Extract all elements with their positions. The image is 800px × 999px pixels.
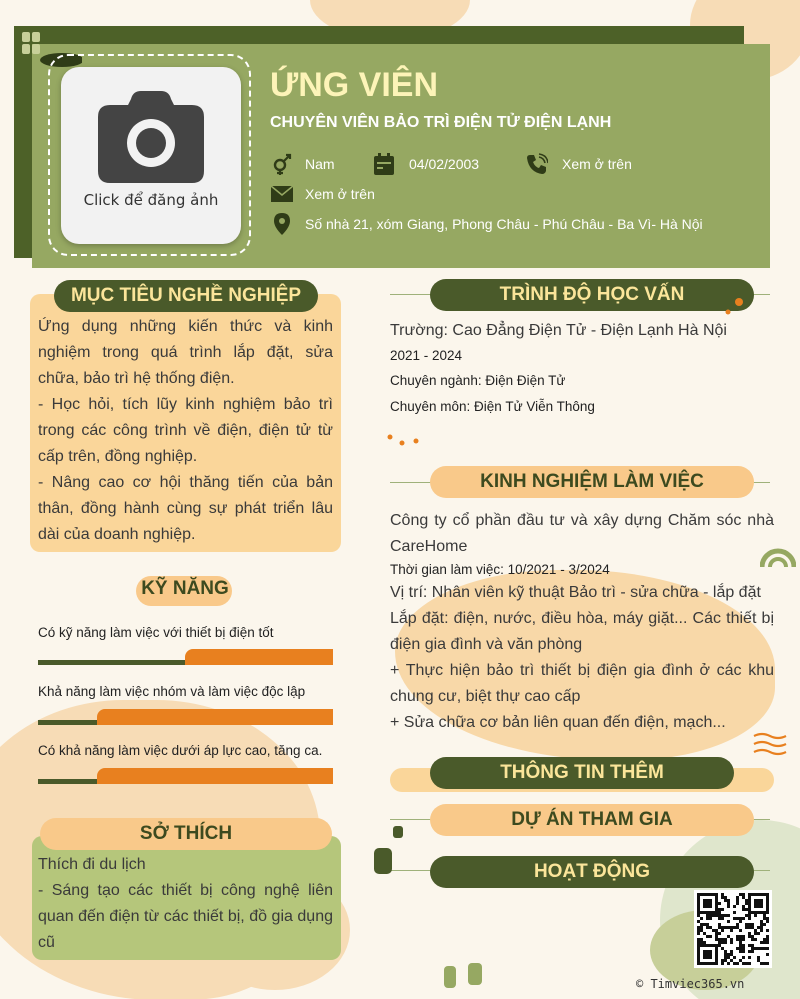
activities-title: HOẠT ĐỘNG xyxy=(430,856,754,888)
calendar-icon xyxy=(373,153,395,175)
qr-code[interactable] xyxy=(694,890,772,968)
birthday-value: 04/02/2003 xyxy=(409,156,480,172)
photo-upload[interactable] xyxy=(61,67,241,244)
more-info-title: THÔNG TIN THÊM xyxy=(430,757,734,789)
qr-icon xyxy=(697,893,769,965)
email-icon xyxy=(271,183,293,205)
photo-caption: Click để đăng ảnh xyxy=(83,191,219,209)
skills-title: KỸ NĂNG xyxy=(141,578,229,599)
hobby-line: - Sáng tạo các thiết bị công nghệ liên quan đến điện từ các thiết bị, đồ gia dụng cũ xyxy=(38,882,333,951)
education-title: TRÌNH ĐỘ HỌC VẤN xyxy=(430,279,754,311)
watermark: © Timviec365.vn xyxy=(636,977,745,991)
skill-label: Khả năng làm việc nhóm và làm việc độc lập xyxy=(38,684,306,699)
education-school: Trường: Cao Đẳng Điện Tử - Điện Lạnh Hà Nội xyxy=(390,322,727,339)
skill-label: Có kỹ năng làm việc với thiết bị điện tốt xyxy=(38,625,274,640)
leaf-decor xyxy=(393,826,403,838)
dots-decor xyxy=(386,432,426,448)
hobbies-text xyxy=(38,852,333,956)
hobby-line: Thích đi du lịch xyxy=(38,856,146,873)
objective-line: Ứng dụng những kiến thức và kinh nghiệm trong quá trình lắp đặt, sửa chữa, bảo trì hệ thống điện. xyxy=(38,318,333,387)
leaf-decor xyxy=(444,966,456,988)
address-value: Số nhà 21, xóm Giang, Phong Châu - Phú Châu - Ba Vì- Hà Nội xyxy=(305,216,703,232)
experience-line: Lắp đặt: điện, nước, điều hòa, máy giặt... Các thiết bị điện gia đình và văn phòng xyxy=(390,610,774,653)
wave-decor xyxy=(752,732,788,756)
job-title: CHUYÊN VIÊN BẢO TRÌ ĐIỆN TỬ ĐIỆN LẠNH xyxy=(270,114,612,131)
leaf-decor xyxy=(374,848,392,874)
objective-title: MỤC TIÊU NGHỀ NGHIỆP xyxy=(54,280,318,312)
objective-line: - Nâng cao cơ hội thăng tiến của bản thân, đồng hành cùng sự phát triển lâu dài của doanh nghiệp. xyxy=(38,474,333,543)
dots-decor xyxy=(722,296,752,316)
skill-label: Có khả năng làm việc dưới áp lực cao, tăng ca. xyxy=(38,743,323,758)
gender-value: Nam xyxy=(305,156,335,172)
experience-details xyxy=(390,580,774,736)
candidate-name: ỨNG VIÊN xyxy=(270,66,439,104)
objective-line: - Học hỏi, tích lũy kinh nghiệm bảo trì trong các công trình về điện, điện tử từ cấp trên, đồng nghiệp. xyxy=(38,396,333,465)
education-specialty: Chuyên môn: Điện Tử Viễn Thông xyxy=(390,399,595,414)
education-major: Chuyên ngành: Điện Điện Tử xyxy=(390,373,566,388)
gender-icon xyxy=(271,153,293,175)
experience-period: Thời gian làm việc: 10/2021 - 3/2024 xyxy=(390,562,610,577)
phone-value: Xem ở trên xyxy=(562,156,632,172)
experience-company: Công ty cổ phần đầu tư và xây dựng Chăm sóc nhà CareHome xyxy=(390,512,774,555)
experience-title: KINH NGHIỆM LÀM VIỆC xyxy=(430,466,754,498)
skill-bar-fill xyxy=(97,768,333,784)
skill-bar-fill xyxy=(185,649,333,665)
leaf-decor xyxy=(468,963,482,985)
experience-line: + Sửa chữa cơ bản liên quan đến điện, mạch... xyxy=(390,714,726,731)
skill-bar-fill xyxy=(97,709,333,725)
email-value: Xem ở trên xyxy=(305,186,375,202)
camera-icon xyxy=(96,91,206,183)
phone-icon xyxy=(526,153,548,175)
hobbies-title: SỞ THÍCH xyxy=(40,818,332,850)
education-years: 2021 - 2024 xyxy=(390,348,463,363)
projects-title: DỰ ÁN THAM GIA xyxy=(430,804,754,836)
location-icon xyxy=(271,213,293,235)
experience-line: + Thực hiện bảo trì thiết bị điện gia đình ở các khu chung cư, biệt thự cao cấp xyxy=(390,662,774,705)
objective-text xyxy=(38,314,333,548)
arch-decor xyxy=(760,545,796,567)
experience-role: Vị trí: Nhân viên kỹ thuật Bảo trì - sửa chữa - lắp đặt xyxy=(390,584,761,601)
